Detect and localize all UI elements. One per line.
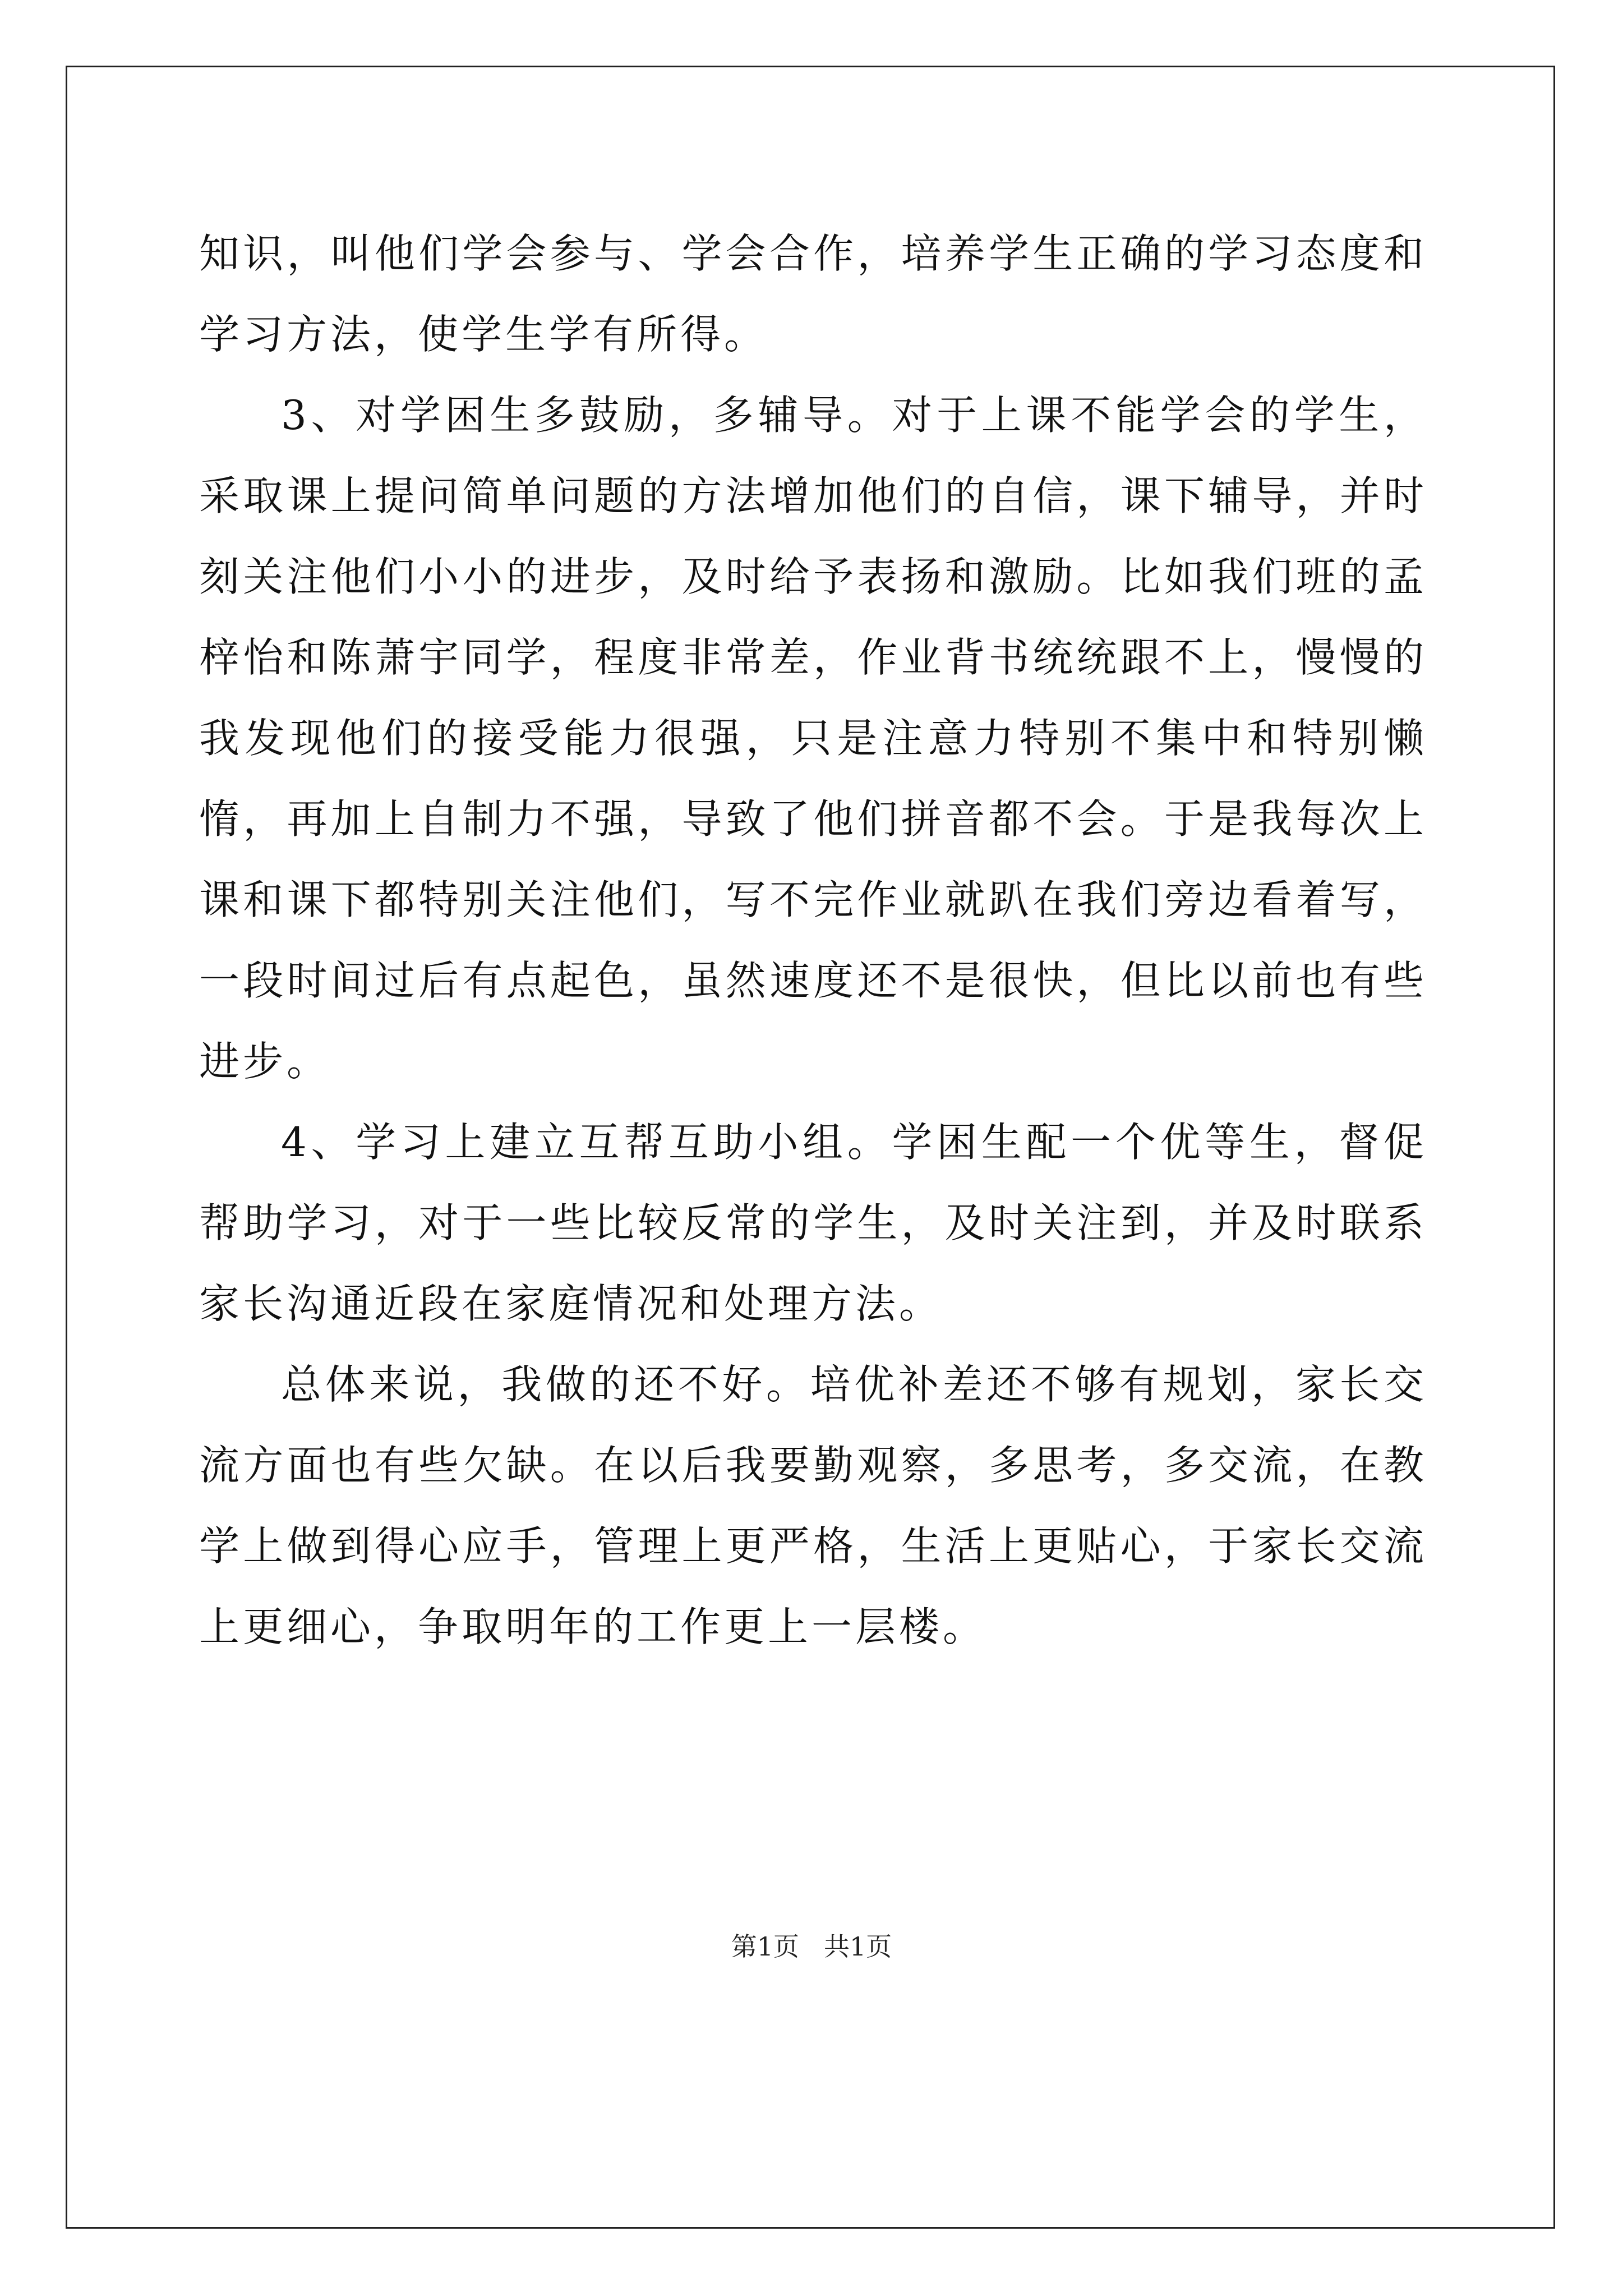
paragraph-item-4: 4、学习上建立互帮互助小组。学困生配一个优等生，督促帮助学习，对于一些比较反常的学生，及时关注到，并及时联系家长沟通近段在家庭情况和处理方法。 (199, 1119, 1427, 1327)
page-footer (0, 1930, 1623, 1963)
paragraph-summary: 总体来说，我做的还不好。培优补差还不够有规划，家长交流方面也有些欠缺。在以后我要勤观察，多思考，多交流，在教学上做到得心应手，管理上更严格，生活上更贴心，于家长交流上更细心，争取明年的工作更上一层楼。 (199, 1361, 1427, 1650)
footer-spacer (799, 1931, 824, 1962)
page-total: 共1页 (823, 1931, 892, 1962)
document-body (199, 213, 1427, 1667)
paragraph-item-3: 3、对学困生多鼓励，多辅导。对于上课不能学会的学生，采取课上提问简单问题的方法增加他们的自信，课下辅导，并时刻关注他们小小的进步，及时给予表扬和激励。比如我们班的孟梓怡和陈萧宇同学，程度非常差，作业背书统统跟不上，慢慢的我发现他们的接受能力很强，只是注意力特别不集中和特别懒惰，再加上自制力不强，导致了他们拼音都不会。于是我每次上课和课下都特别关注他们，写不完作业就趴在我们旁边看着写，一段时间过后有点起色，虽然速度还不是很快，但比以前也有些进步。 (199, 392, 1427, 1085)
paragraph-continuation: 知识，叫他们学会参与、学会合作，培养学生正确的学习态度和学习方法，使学生学有所得。 (199, 230, 1427, 358)
page-number: 第1页 (731, 1931, 800, 1962)
